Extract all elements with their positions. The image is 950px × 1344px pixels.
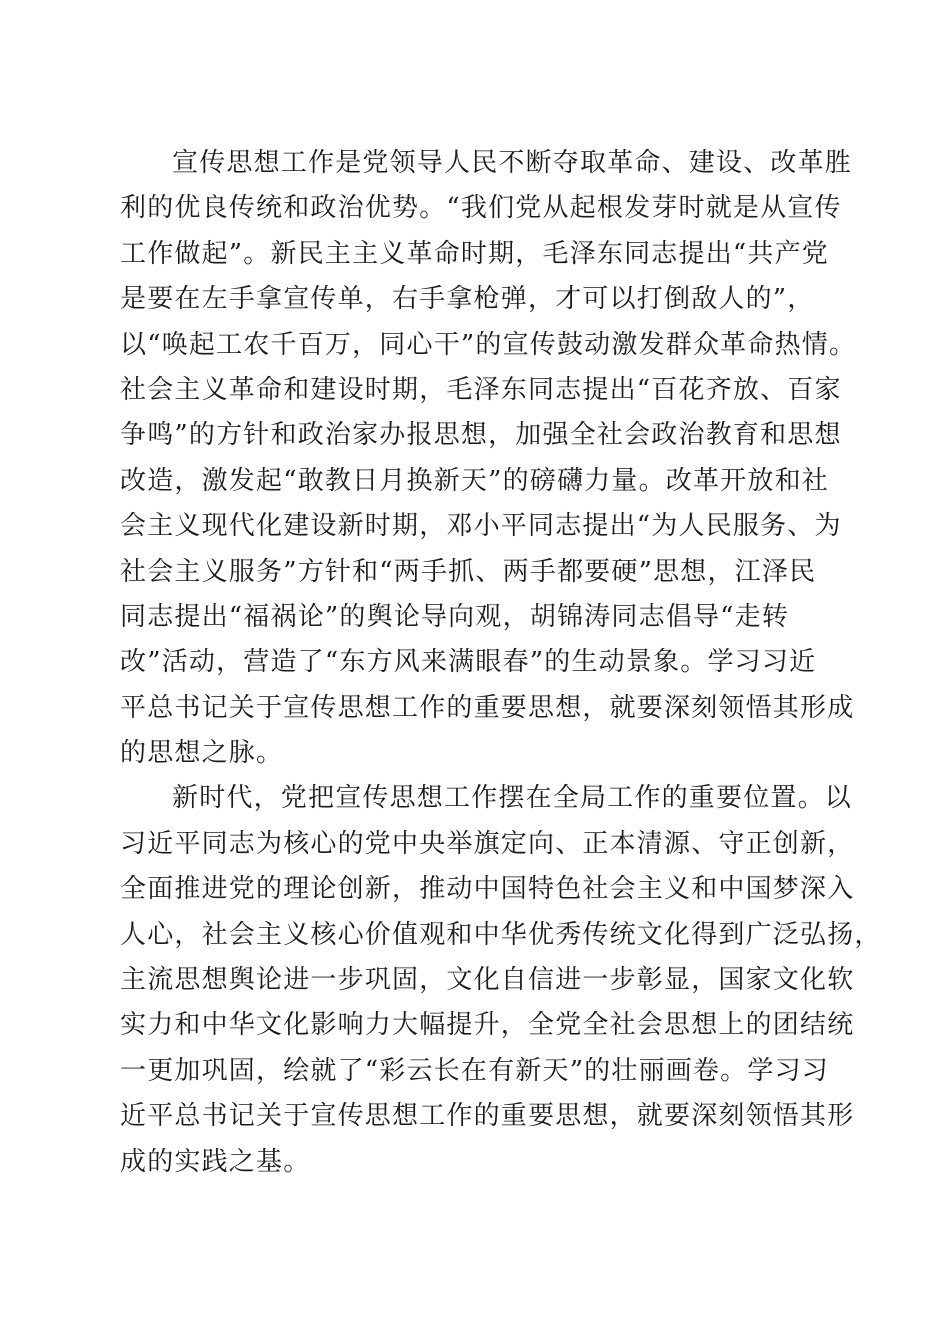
text-line: 人心，社会主义核心价值观和中华优秀传统文化得到广泛弘扬， [120,919,882,950]
text-line: 改造，激发起“敢教日月换新天”的磅礴力量。改革开放和社 [120,465,829,496]
text-line: 改”活动，营造了“东方风来满眼春”的生动景象。学习习近 [120,647,817,678]
text-line: 会主义现代化建设新时期，邓小平同志提出“为人民服务、为 [120,511,842,542]
text-line: 争鸣”的方针和政治家办报思想，加强全社会政治教育和思想 [120,420,842,451]
text-line: 社会主义服务”方针和“两手抓、两手都要硬”思想，江泽民 [120,556,817,587]
text-line: 习近平同志为核心的党中央举旗定向、正本清源、守正创新， [120,828,855,859]
text-line: 实力和中华文化影响力大幅提升，全党全社会思想上的团结统 [120,1010,855,1041]
text-line: 成的实践之基。 [120,1146,311,1177]
document-body [120,141,882,1185]
text-line: 宣传思想工作是党领导人民不断夺取革命、建设、改革胜 [172,148,853,178]
text-line: 以“唤起工农千百万，同心干”的宣传鼓动激发群众革命热情。 [120,329,857,360]
text-line: 平总书记关于宣传思想工作的重要思想，就要深刻领悟其形成 [120,692,855,723]
paragraph-2 [120,776,882,1185]
text-line: 新时代，党把宣传思想工作摆在全局工作的重要位置。以 [172,783,853,814]
text-line: 主流思想舆论进一步巩固，文化自信进一步彰显，国家文化软 [120,965,855,996]
text-line: 是要在左手拿宣传单，右手拿枪弹，才可以打倒敌人的”， [120,284,815,315]
text-line: 近平总书记关于宣传思想工作的重要思想，就要深刻领悟其形 [120,1101,855,1132]
text-line: 一更加巩固，绘就了“彩云长在有新天”的壮丽画卷。学习习 [120,1055,829,1086]
text-line: 同志提出“福祸论”的舆论导向观，胡锦涛同志倡导“走转 [120,601,790,632]
paragraph-1 [120,141,857,776]
text-line: 社会主义革命和建设时期，毛泽东同志提出“百花齐放、百家 [120,374,842,405]
text-line: 利的优良传统和政治优势。“我们党从起根发芽时就是从宣传 [120,193,842,224]
text-line: 工作做起”。新民主主义革命时期，毛泽东同志提出“共产党 [120,238,829,269]
text-line: 的思想之脉。 [120,738,284,769]
text-line: 全面推进党的理论创新，推动中国特色社会主义和中国梦深入 [120,874,855,905]
